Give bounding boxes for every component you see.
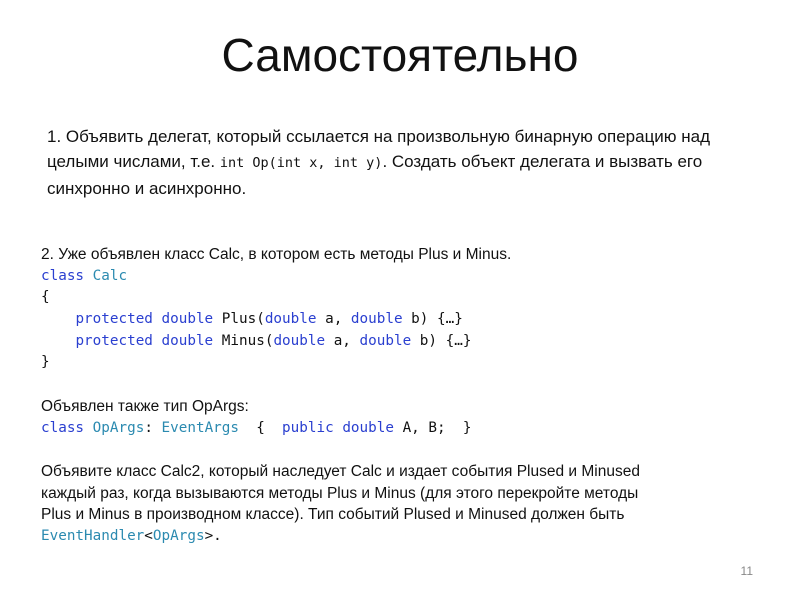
keyword-public: public bbox=[282, 419, 334, 436]
open-brace: { bbox=[239, 419, 283, 436]
period: . bbox=[213, 527, 222, 544]
method-plus bbox=[41, 309, 761, 331]
param-rest: a, bbox=[325, 332, 360, 349]
spacer bbox=[41, 374, 761, 396]
calc-class-declaration bbox=[41, 266, 761, 288]
calc-close-brace: } bbox=[41, 354, 50, 371]
slide-title: Самостоятельно bbox=[221, 29, 579, 81]
type-calc: Calc bbox=[92, 267, 128, 284]
keyword-double: double bbox=[350, 311, 403, 328]
keyword-double: double bbox=[161, 332, 214, 349]
task-1 bbox=[47, 124, 727, 201]
task-1-code: int Op(int x, int y) bbox=[219, 155, 383, 171]
keyword-protected: protected bbox=[75, 332, 153, 349]
fields: A, B; } bbox=[393, 419, 472, 436]
method-name: Plus( bbox=[221, 311, 265, 328]
method-minus bbox=[41, 331, 761, 353]
angle-open: < bbox=[144, 527, 153, 544]
colon: : bbox=[144, 419, 162, 436]
keyword-double: double bbox=[273, 332, 326, 349]
method-name: Minus( bbox=[221, 332, 274, 349]
keyword-class: class bbox=[41, 267, 85, 284]
type-eventhandler: EventHandler bbox=[41, 527, 145, 544]
calc2-text-line-2: каждый раз, когда вызываются методы Plus и Minus (для этого перекройте методы bbox=[41, 484, 639, 502]
param-rest: b) {…} bbox=[402, 311, 463, 328]
angle-close: > bbox=[204, 527, 214, 544]
keyword-double: double bbox=[264, 311, 317, 328]
keyword-double: double bbox=[342, 419, 394, 436]
opargs-declaration bbox=[41, 418, 761, 440]
event-handler-type bbox=[41, 526, 761, 548]
keyword-double: double bbox=[359, 332, 412, 349]
slide-number: 11 bbox=[740, 564, 753, 578]
task-2 bbox=[41, 244, 761, 548]
task-1-text-after: . Создать объект делегата и вызвать его синхронно и асинхронно. bbox=[47, 152, 703, 198]
calc2-text-line-1: Объявите класс Calc2, который наследует Calc и издает события Plused и Minused bbox=[41, 462, 640, 480]
opargs-intro: Объявлен также тип OpArgs: bbox=[41, 397, 249, 415]
param-rest: b) {…} bbox=[411, 332, 472, 349]
type-eventargs: EventArgs bbox=[161, 419, 239, 436]
type-opargs: OpArgs bbox=[152, 527, 205, 544]
calc2-text-line-3: Plus и Minus в производном классе). Тип событий Plused и Minused должен быть bbox=[41, 506, 625, 524]
type-opargs: OpArgs bbox=[92, 419, 145, 436]
task-1-text-before: 1. Объявить делегат, который ссылается на произвольную бинарную операцию над целыми числами, т.е. bbox=[47, 127, 711, 171]
task-2-intro: 2. Уже объявлен класс Calc, в котором есть методы Plus и Minus. bbox=[41, 246, 512, 263]
spacer bbox=[41, 439, 761, 461]
param-rest: a, bbox=[316, 311, 351, 328]
calc-open-brace: { bbox=[41, 289, 50, 306]
keyword-double: double bbox=[161, 311, 214, 328]
keyword-class: class bbox=[41, 419, 85, 436]
keyword-protected: protected bbox=[75, 311, 153, 328]
